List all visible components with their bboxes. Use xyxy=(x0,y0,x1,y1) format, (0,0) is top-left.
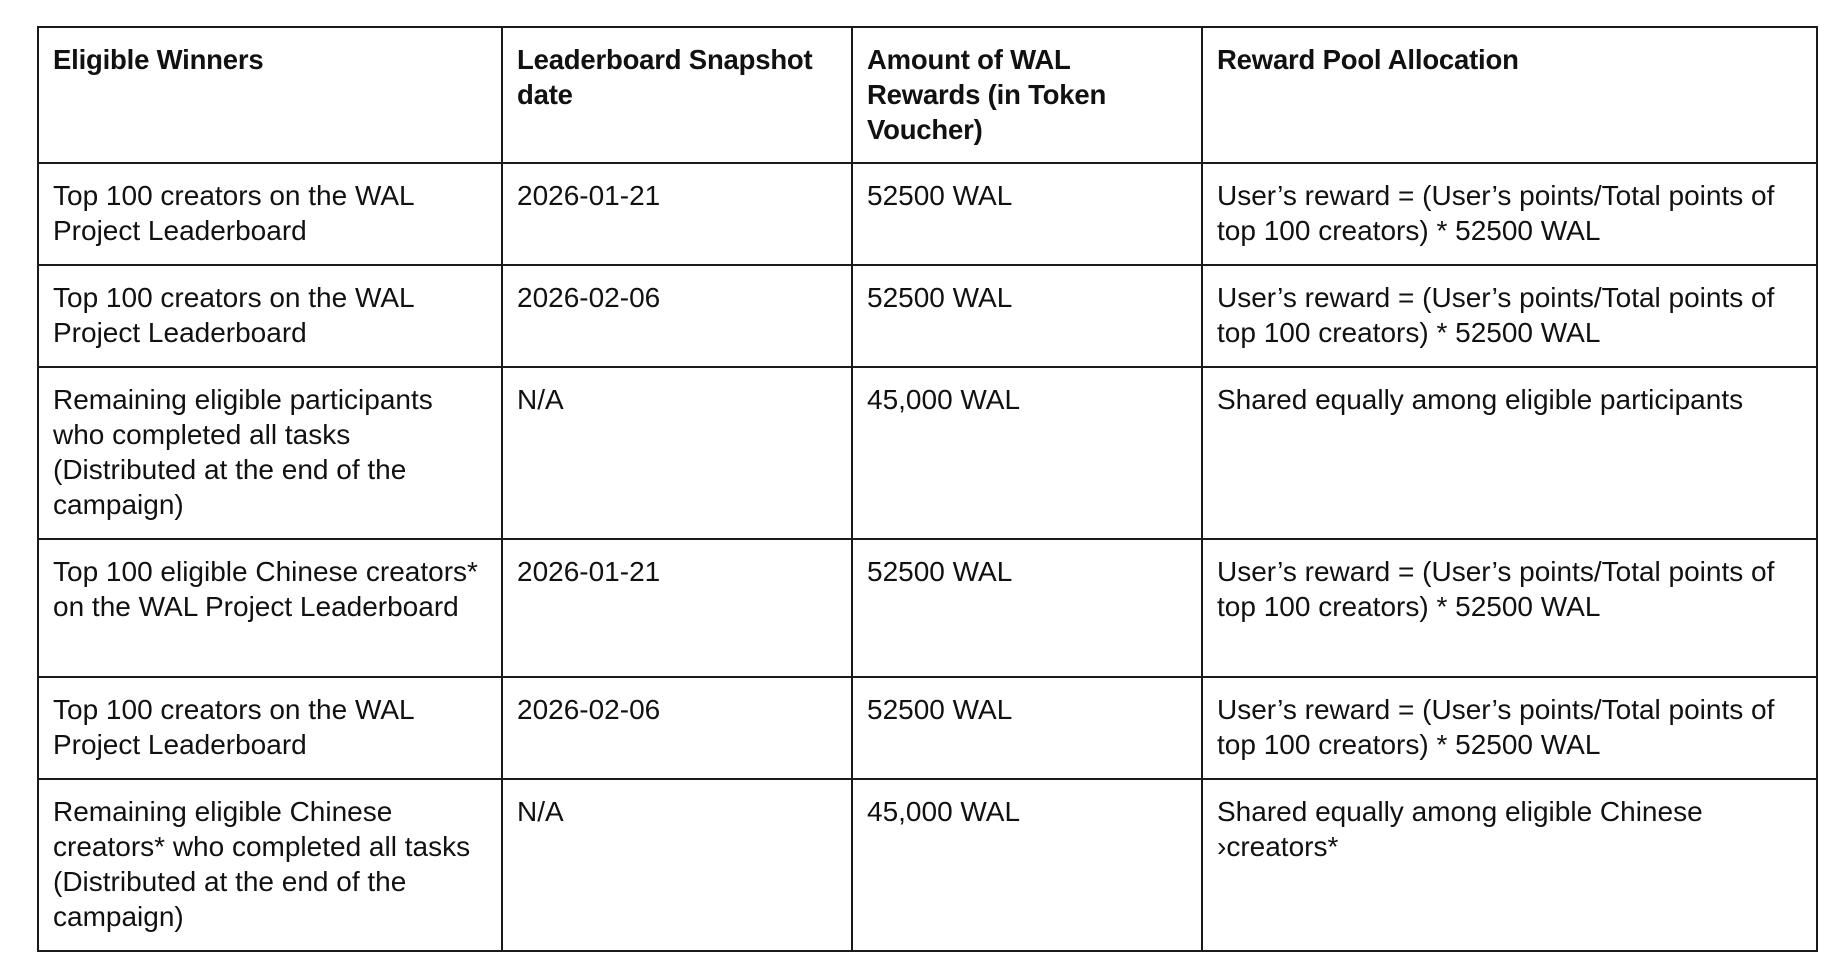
cell-snapshot-date: 2026-01-21 xyxy=(502,539,852,677)
cell-reward-amount: 45,000 WAL xyxy=(852,779,1202,951)
table-row xyxy=(38,265,1817,367)
table-row xyxy=(38,779,1817,951)
cell-eligible-winners: Top 100 creators on the WAL Project Leaderboard xyxy=(38,677,502,779)
cell-reward-pool-allocation: Shared equally among eligible participants xyxy=(1202,367,1817,539)
cell-snapshot-date: N/A xyxy=(502,779,852,951)
cell-eligible-winners: Remaining eligible Chinese creators* who completed all tasks (Distributed at the end of the campaign) xyxy=(38,779,502,951)
rewards-table xyxy=(37,26,1818,952)
cell-eligible-winners: Remaining eligible participants who completed all tasks (Distributed at the end of the campaign) xyxy=(38,367,502,539)
cell-eligible-winners: Top 100 creators on the WAL Project Leaderboard xyxy=(38,163,502,265)
cell-reward-amount: 52500 WAL xyxy=(852,677,1202,779)
cell-reward-pool-allocation: User’s reward = (User’s points/Total points of top 100 creators) * 52500 WAL xyxy=(1202,677,1817,779)
table-row xyxy=(38,539,1817,677)
cell-reward-pool-allocation: User’s reward = (User’s points/Total points of top 100 creators) * 52500 WAL xyxy=(1202,539,1817,677)
cell-snapshot-date: 2026-02-06 xyxy=(502,677,852,779)
cell-reward-pool-allocation: Shared equally among eligible Chinese ›creators* xyxy=(1202,779,1817,951)
header-eligible-winners: Eligible Winners xyxy=(38,27,502,163)
cell-eligible-winners: Top 100 eligible Chinese creators* on the WAL Project Leaderboard xyxy=(38,539,502,677)
header-reward-amount: Amount of WAL Rewards (in Token Voucher) xyxy=(852,27,1202,163)
cell-reward-pool-allocation: User’s reward = (User’s points/Total points of top 100 creators) * 52500 WAL xyxy=(1202,163,1817,265)
cell-reward-amount: 52500 WAL xyxy=(852,265,1202,367)
rewards-table-container xyxy=(37,26,1816,952)
cell-snapshot-date: 2026-01-21 xyxy=(502,163,852,265)
cell-reward-pool-allocation: User’s reward = (User’s points/Total points of top 100 creators) * 52500 WAL xyxy=(1202,265,1817,367)
header-reward-pool-allocation: Reward Pool Allocation xyxy=(1202,27,1817,163)
table-row xyxy=(38,367,1817,539)
cell-reward-amount: 45,000 WAL xyxy=(852,367,1202,539)
cell-reward-amount: 52500 WAL xyxy=(852,163,1202,265)
cell-snapshot-date: 2026-02-06 xyxy=(502,265,852,367)
cell-eligible-winners: Top 100 creators on the WAL Project Leaderboard xyxy=(38,265,502,367)
header-snapshot-date: Leaderboard Snapshot date xyxy=(502,27,852,163)
table-row xyxy=(38,163,1817,265)
table-header-row xyxy=(38,27,1817,163)
table-row xyxy=(38,677,1817,779)
cell-snapshot-date: N/A xyxy=(502,367,852,539)
cell-reward-amount: 52500 WAL xyxy=(852,539,1202,677)
